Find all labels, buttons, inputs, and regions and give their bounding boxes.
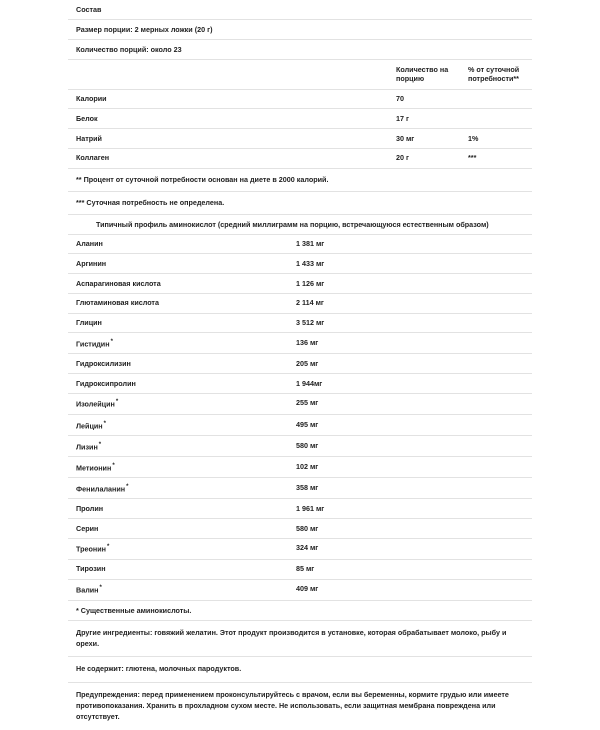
amino-acid-name: Аргинин — [76, 258, 107, 268]
essential-marker: * — [126, 483, 129, 490]
amino-acid-amount: 1 126 мг — [296, 278, 325, 288]
amino-acid-name: Гистидин* — [76, 338, 113, 349]
essential-marker: * — [107, 544, 110, 551]
amino-acid-name: Глицин — [76, 318, 102, 328]
table-row — [68, 457, 532, 478]
amino-acid-footnote: * Существенные аминокислоты. — [68, 601, 532, 621]
amino-acid-name: Тирозин — [76, 564, 106, 574]
table-row — [68, 354, 532, 374]
nutrient-name: Натрий — [76, 133, 102, 143]
amino-acid-name: Гидроксилизин — [76, 358, 131, 368]
table-row — [68, 274, 532, 294]
table-row — [68, 394, 532, 415]
table-row — [68, 149, 532, 169]
amino-acid-name: Валин* — [76, 585, 102, 595]
table-row — [68, 415, 532, 436]
table-row — [68, 478, 532, 499]
other-ingredients: Другие ингредиенты: говяжий желатин. Этот продукт производится в установке, которая обрабатывает молоко, рыбу и орехи. — [68, 621, 532, 658]
amino-acid-amount: 136 мг — [296, 337, 319, 347]
nutrient-amount: 70 — [396, 94, 404, 104]
table-row — [68, 374, 532, 394]
column-header-amount: Количество на порцию — [396, 65, 449, 84]
essential-marker: * — [98, 441, 102, 448]
amino-acid-amount: 255 мг — [296, 398, 319, 408]
nutrient-daily-value: 1% — [468, 133, 479, 143]
warnings-statement: Предупреждения: перед применением проконсультируйтесь с врачом, если вы беременны, кормите грудью или имеете противопоказания. Хранить в прохладном сухом месте. Не использовать, если защитная мембрана повреждена или отсутствует. — [76, 690, 509, 721]
table-row — [68, 90, 532, 110]
table-row — [68, 539, 532, 560]
daily-value-footnote: ** Процент от суточной потребности основан на диете в 2000 калорий. — [68, 169, 532, 192]
column-header-daily-value: % от суточной потребности** — [468, 65, 520, 84]
servings-per-container-row: Количество порций: около 23 — [68, 40, 532, 60]
amino-acid-name: Изолейцин* — [76, 399, 119, 409]
amino-acid-amount: 1 944мг — [296, 378, 323, 388]
amino-acid-name: Фенилаланин* — [76, 483, 129, 494]
amino-acid-amount: 2 114 мг — [296, 298, 324, 308]
panel-title: Состав — [68, 0, 532, 20]
amino-acid-amount: 580 мг — [296, 523, 319, 533]
amino-acid-name: Аспарагиновая кислота — [76, 278, 161, 288]
amino-acid-amount: 1 433 мг — [296, 258, 325, 268]
table-row — [68, 436, 532, 457]
table-row — [68, 314, 532, 334]
essential-marker: * — [110, 338, 113, 345]
amino-acid-amount: 85 мг — [296, 564, 315, 574]
table-row — [68, 333, 532, 354]
amino-acid-name: Метионин* — [76, 462, 115, 473]
free-from-statement: Не содержит: глютена, молочных пародуктов. — [68, 657, 532, 683]
table-row — [68, 519, 532, 539]
amino-acid-amount: 580 мг — [296, 440, 319, 450]
table-row — [68, 560, 532, 580]
table-row — [68, 235, 532, 255]
essential-marker: * — [103, 420, 106, 427]
essential-marker: * — [112, 462, 115, 469]
table-row — [68, 254, 532, 274]
amino-acid-name: Пролин — [76, 503, 104, 513]
nutrient-table-header — [68, 60, 532, 90]
amino-acid-name: Аланин — [76, 239, 103, 249]
table-row — [68, 294, 532, 314]
amino-acid-amount: 495 мг — [296, 419, 319, 429]
amino-acid-amount: 1 961 мг — [296, 503, 325, 513]
table-row — [68, 129, 532, 149]
table-row — [68, 109, 532, 129]
supplement-facts-panel — [68, 0, 532, 730]
amino-acid-amount: 3 512 мг — [296, 318, 325, 328]
amino-acid-name: Лизин* — [76, 441, 102, 451]
amino-acid-name: Серин — [76, 523, 99, 533]
nutrient-name: Калории — [76, 94, 107, 104]
no-daily-value-footnote: *** Суточная потребность не определена. — [68, 192, 532, 215]
amino-acid-amount: 102 мг — [296, 461, 319, 471]
amino-acid-amount: 1 381 мг — [296, 239, 325, 249]
serving-size-row: Размер порции: 2 мерных ложки (20 г) — [68, 20, 532, 40]
nutrient-amount: 30 мг — [396, 133, 415, 143]
nutrient-amount: 20 г — [396, 153, 409, 163]
nutrient-name: Белок — [76, 113, 98, 123]
essential-marker: * — [99, 585, 102, 592]
table-row — [68, 499, 532, 519]
amino-acid-amount: 358 мг — [296, 482, 319, 492]
table-row — [68, 580, 532, 601]
amino-acid-amount: 324 мг — [296, 543, 319, 553]
essential-marker: * — [115, 399, 119, 406]
amino-acid-name: Гидроксипролин — [76, 378, 136, 388]
amino-acid-amount: 205 мг — [296, 358, 319, 368]
nutrient-amount: 17 г — [396, 113, 409, 123]
amino-acid-name: Глютаминовая кислота — [76, 298, 159, 308]
amino-acid-amount: 409 мг — [296, 584, 319, 594]
amino-acid-name: Лейцин* — [76, 420, 106, 430]
nutrient-name: Коллаген — [76, 153, 110, 163]
amino-acid-name: Треонин* — [76, 544, 110, 554]
nutrient-daily-value: *** — [468, 153, 477, 163]
amino-acid-profile-header: Типичный профиль аминокислот (средний миллиграмм на порцию, встречающуюся естественным образом) — [68, 215, 532, 235]
